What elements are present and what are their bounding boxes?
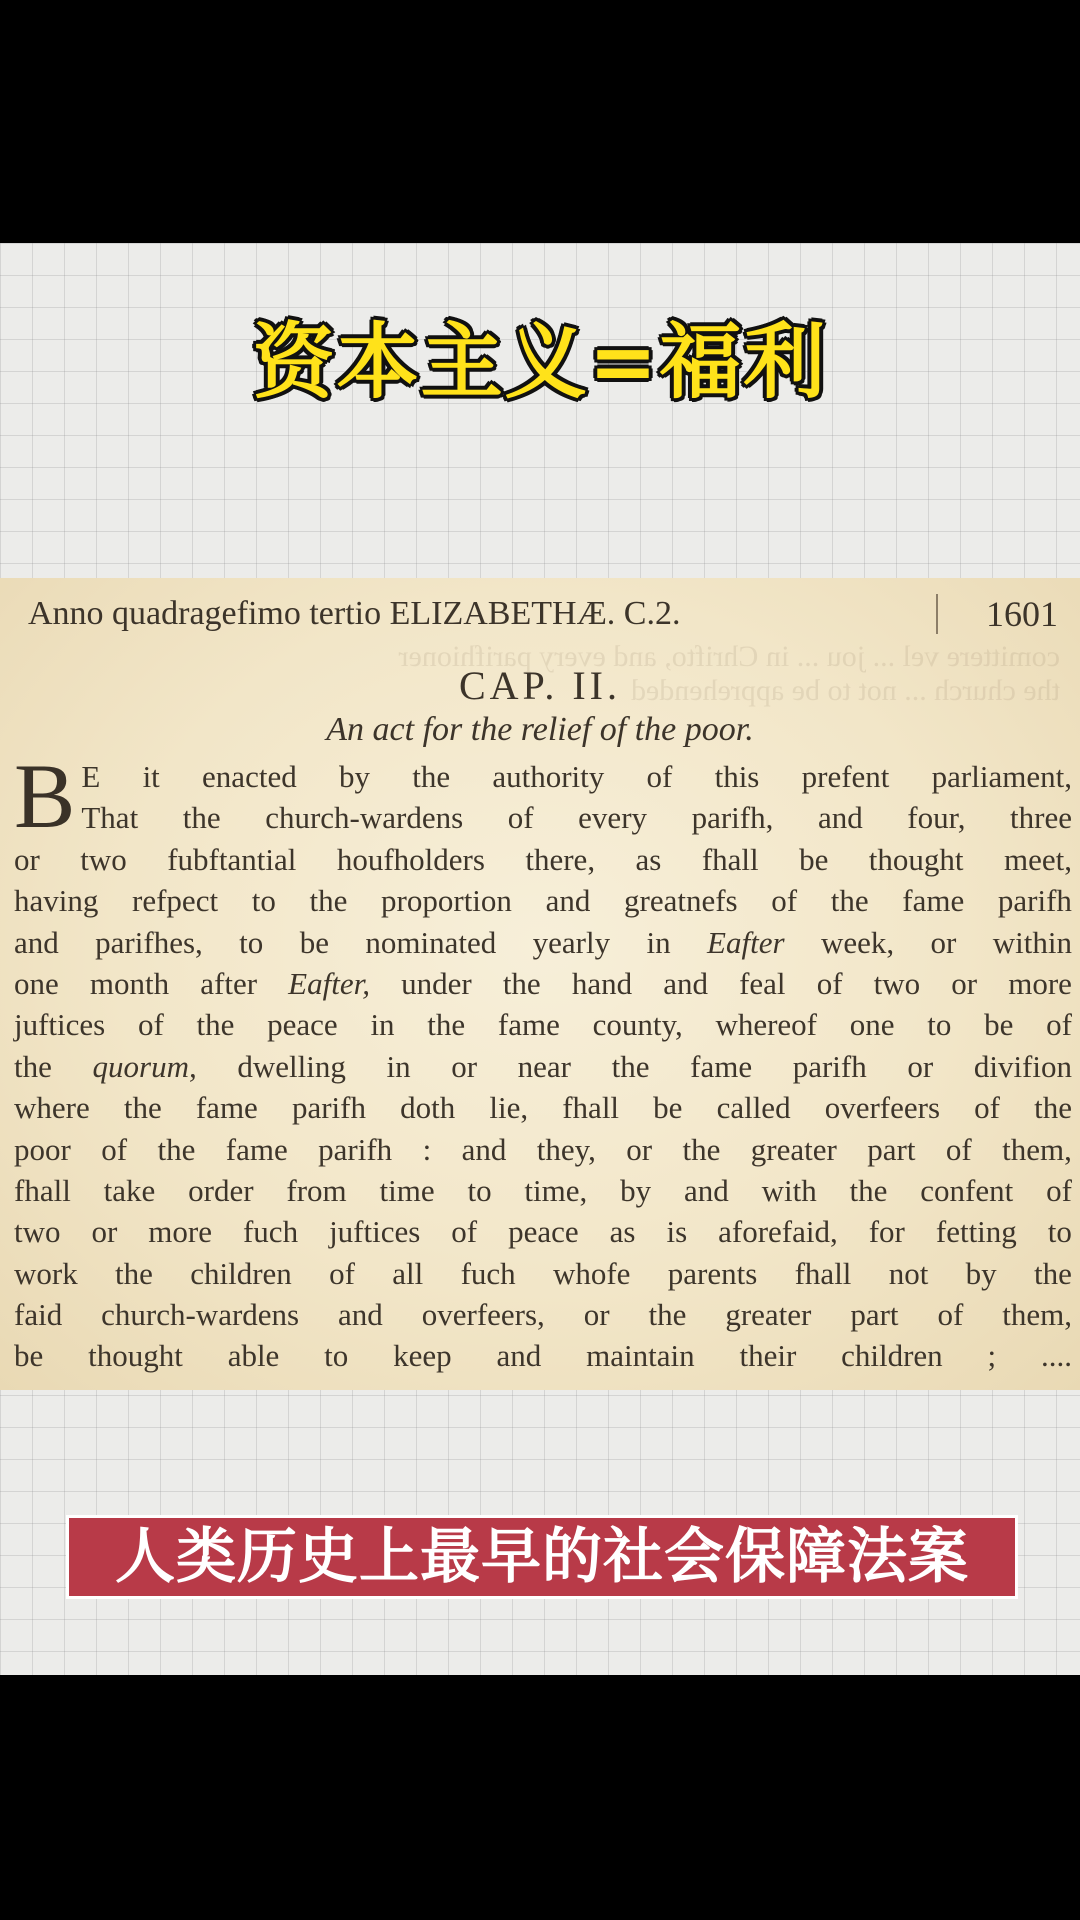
act-word: after (200, 965, 258, 1001)
act-word: fuch (460, 1255, 516, 1291)
act-word: in (386, 1048, 411, 1084)
act-word: near (517, 1048, 571, 1084)
act-word: having (14, 883, 99, 919)
act-word: whereof (715, 1007, 818, 1043)
act-word: the (502, 965, 541, 1001)
bleed-through-line: the church ... not to be apprehended (630, 674, 1060, 707)
act-word: meet, (1003, 841, 1072, 877)
act-body-line (14, 1170, 1072, 1211)
act-body-text (14, 745, 1072, 1377)
act-word: the (115, 1255, 153, 1291)
act-word: three (1010, 800, 1072, 836)
act-word: two (873, 965, 921, 1001)
act-body-line (14, 1004, 1072, 1045)
act-word: two (14, 1214, 61, 1250)
act-word: whofe (552, 1255, 631, 1291)
act-word: more (1008, 965, 1072, 1001)
act-word: or (14, 841, 40, 877)
act-word: there, (525, 841, 596, 877)
act-word: fame (902, 883, 965, 919)
act-body-line (81, 756, 1072, 797)
bleed-through-line: comittere vel ... jou ... in Chrifto, and every parifhioner (398, 640, 1060, 673)
act-word: quorum, (92, 1048, 197, 1084)
act-word: to (1047, 1214, 1072, 1250)
act-word: under (401, 965, 472, 1001)
act-word: and (545, 883, 591, 919)
act-word: as (609, 1214, 636, 1250)
act-word: and (683, 1172, 729, 1208)
act-word: and (338, 1297, 383, 1333)
act-word: the (648, 1297, 687, 1333)
act-word: refpect (132, 883, 219, 919)
act-word: be (799, 841, 829, 877)
act-word: not (888, 1255, 929, 1291)
act-word: by (965, 1255, 997, 1291)
act-word: fhall (701, 841, 759, 877)
act-word: .... (1041, 1338, 1072, 1374)
act-body-line (14, 1253, 1072, 1294)
act-word: of (101, 1131, 128, 1167)
headline-title: 资本主义=福利 (252, 315, 828, 410)
act-word: where (14, 1090, 90, 1126)
act-word: fhall (14, 1172, 71, 1208)
act-word: or (907, 1048, 934, 1084)
act-word: parifh (318, 1131, 393, 1167)
act-word: fhall (794, 1255, 852, 1291)
act-word: with (761, 1172, 817, 1208)
act-word: and (496, 1338, 542, 1374)
act-word: or (626, 1131, 653, 1167)
act-word: the (427, 1007, 466, 1043)
act-word: thought (88, 1338, 183, 1374)
act-word: lie, (489, 1090, 529, 1126)
video-frame (0, 243, 1080, 1675)
document-year: 1601 (986, 594, 1058, 634)
act-word: the (1034, 1090, 1072, 1126)
act-word: or (91, 1214, 118, 1250)
header-separator (936, 594, 938, 634)
act-word: fame (497, 1007, 560, 1043)
act-word: of (451, 1214, 478, 1250)
act-word: within (992, 924, 1072, 960)
act-word: greatnefs (624, 883, 738, 919)
act-word: parifh (291, 1090, 366, 1126)
act-word: the (830, 883, 869, 919)
act-word: to (251, 883, 276, 919)
act-word: parifh (997, 883, 1072, 919)
act-word: fame (225, 1131, 288, 1167)
act-word: parliament, (931, 759, 1072, 794)
act-word: is (666, 1214, 688, 1250)
act-body-line (14, 1087, 1072, 1128)
act-word: juftices (329, 1214, 421, 1250)
act-word: the (611, 1048, 650, 1084)
act-word: be (299, 924, 329, 960)
act-word: be (653, 1090, 683, 1126)
act-word: poor (14, 1131, 71, 1167)
act-word: greater (750, 1131, 837, 1167)
act-word: the (682, 1131, 721, 1167)
act-body-line (14, 839, 1072, 880)
act-word: and (663, 965, 708, 1001)
act-word: their (739, 1338, 797, 1374)
act-body-lines (14, 745, 1072, 1377)
act-word: dwelling (237, 1048, 346, 1084)
act-word: thought (868, 841, 964, 877)
act-word: time, (524, 1172, 588, 1208)
act-word: by (338, 759, 370, 794)
act-body-line (14, 1211, 1072, 1252)
act-word: children (841, 1338, 943, 1374)
act-word: hand (571, 965, 633, 1001)
act-word: parifh (792, 1048, 867, 1084)
act-word: overfeers, (421, 1297, 545, 1333)
act-word: month (89, 965, 170, 1001)
act-word: one (14, 965, 59, 1001)
act-word: part (850, 1297, 899, 1333)
act-word: of (937, 1297, 964, 1333)
act-word: or (451, 1048, 478, 1084)
act-word: week, (820, 924, 895, 960)
act-word: keep (393, 1338, 452, 1374)
act-word: church-wardens (101, 1297, 300, 1333)
act-word: and (461, 1131, 507, 1167)
historical-document-scan (0, 578, 1080, 1390)
act-word: more (148, 1214, 212, 1250)
act-body-line (14, 1335, 1072, 1376)
act-word: time (379, 1172, 435, 1208)
act-word: to (927, 1007, 952, 1043)
act-word: and (817, 800, 863, 836)
act-word: peace (267, 1007, 338, 1043)
act-word: from (286, 1172, 347, 1208)
act-word: the (14, 1048, 52, 1084)
act-word: this (714, 759, 760, 794)
caption-banner (66, 1515, 1018, 1599)
caption-banner-text: 人类历史上最早的社会保障法案 (115, 1522, 969, 1592)
act-word: houfholders (336, 841, 485, 877)
act-word: feal (739, 965, 786, 1001)
act-word: to (239, 924, 264, 960)
act-word: faid (14, 1297, 63, 1333)
act-word: fetting (935, 1214, 1017, 1250)
act-word: peace (508, 1214, 579, 1250)
act-word: or (583, 1297, 610, 1333)
act-word: overfeers (824, 1090, 941, 1126)
act-word: the (412, 759, 451, 794)
act-word: nominated (365, 924, 497, 960)
act-word: all (392, 1255, 424, 1291)
act-word: of (1046, 1172, 1072, 1208)
act-word: Eafter, (288, 965, 370, 1001)
act-word: of (137, 1007, 164, 1043)
act-body-line (14, 963, 1072, 1004)
act-word: in (370, 1007, 395, 1043)
act-word: the (196, 1007, 235, 1043)
act-word: fhall (562, 1090, 620, 1126)
act-body-line (14, 1046, 1072, 1087)
act-word: ; (987, 1338, 997, 1374)
act-word: the (849, 1172, 888, 1208)
act-word: in (646, 924, 671, 960)
act-word: enacted (202, 759, 297, 794)
act-word: be (984, 1007, 1014, 1043)
act-word: able (227, 1338, 280, 1374)
act-word: they, (536, 1131, 596, 1167)
act-word: of (945, 1131, 972, 1167)
act-word: work (14, 1255, 78, 1291)
act-word: them, (1002, 1131, 1072, 1167)
act-word: : (422, 1131, 432, 1167)
act-word: prefent (801, 759, 890, 794)
act-word: or (951, 965, 978, 1001)
drop-cap-letter: B (14, 745, 76, 847)
act-word: proportion (381, 883, 512, 919)
act-word: the (1033, 1255, 1072, 1291)
act-word: as (635, 841, 662, 877)
act-title: An act for the relief of the poor. (326, 711, 754, 748)
act-word: yearly (532, 924, 611, 960)
act-word: the (182, 800, 221, 836)
act-word: of (974, 1090, 1000, 1126)
act-word: the (309, 883, 348, 919)
act-word: and (14, 924, 59, 960)
act-word: to (467, 1172, 492, 1208)
act-word: order (188, 1172, 254, 1208)
act-word: of (771, 883, 798, 919)
act-word: of (507, 800, 534, 836)
act-word: every (578, 800, 648, 836)
document-running-header-text: Anno quadragefimo tertio ELIZABETHÆ. C.2. (28, 595, 681, 632)
chapter-heading: CAP. II. (458, 663, 622, 708)
act-word: them, (1002, 1297, 1072, 1333)
act-word: That (81, 800, 139, 836)
act-word: church-wardens (265, 800, 464, 836)
act-word: divifion (973, 1048, 1072, 1084)
act-word: part (867, 1131, 916, 1167)
act-word: or (930, 924, 957, 960)
act-word: parifhes, (95, 924, 203, 960)
act-word: confent (920, 1172, 1014, 1208)
act-body-line (14, 1294, 1072, 1335)
act-word: of (1046, 1007, 1072, 1043)
act-word: to (324, 1338, 349, 1374)
act-word: it (142, 759, 160, 794)
act-body-line (14, 922, 1072, 963)
act-word: children (190, 1255, 292, 1291)
act-word: fubftantial (167, 841, 297, 877)
act-word: the (157, 1131, 196, 1167)
act-word: of (646, 759, 673, 794)
act-word: by (620, 1172, 652, 1208)
act-word: one (849, 1007, 895, 1043)
act-word: greater (725, 1297, 812, 1333)
act-word: maintain (586, 1338, 695, 1374)
act-word: four, (907, 800, 966, 836)
act-word: doth (400, 1090, 456, 1126)
act-body-line (14, 880, 1072, 921)
act-word: for (868, 1214, 905, 1250)
act-body-line (14, 1129, 1072, 1170)
act-word: take (103, 1172, 156, 1208)
act-body-line (81, 797, 1072, 838)
act-word: fame (690, 1048, 753, 1084)
act-word: the (123, 1090, 162, 1126)
act-word: of (329, 1255, 355, 1291)
act-word: two (80, 841, 127, 877)
act-word: be (14, 1338, 44, 1374)
act-word: called (716, 1090, 791, 1126)
act-word: aforefaid, (718, 1214, 838, 1250)
act-word: Eafter (707, 924, 785, 960)
act-word: fame (195, 1090, 258, 1126)
act-word: E (81, 759, 101, 794)
act-word: of (816, 965, 843, 1001)
document-running-header (28, 592, 1058, 636)
act-word: parents (667, 1255, 758, 1291)
act-word: county, (592, 1007, 683, 1043)
act-word: fuch (242, 1214, 299, 1250)
act-word: juftices (14, 1007, 106, 1043)
act-word: parifh, (691, 800, 774, 836)
act-word: authority (492, 759, 605, 794)
